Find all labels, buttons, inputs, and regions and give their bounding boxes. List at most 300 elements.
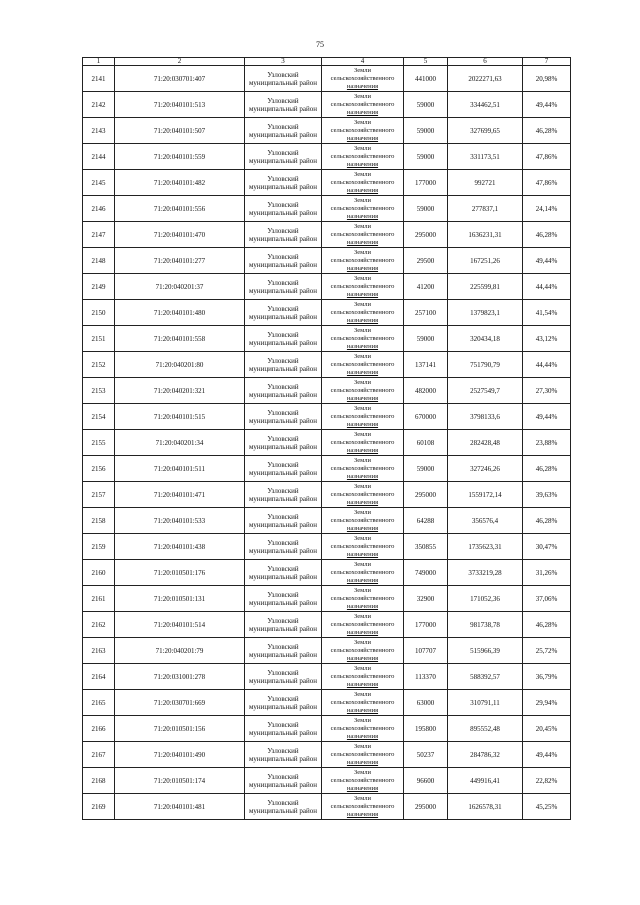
row-number: 2166 xyxy=(83,716,115,742)
percent-value: 29,94% xyxy=(523,690,571,716)
district-type: муниципальный район xyxy=(248,598,318,607)
cadastral-value: 2527549,7 xyxy=(448,378,523,404)
land-category-line-2: сельскохозяйственного xyxy=(330,152,395,160)
row-number: 2167 xyxy=(83,742,115,768)
district-cell xyxy=(245,716,322,742)
land-category-line-2: сельскохозяйственного xyxy=(330,698,395,706)
land-category-cell xyxy=(322,560,404,586)
area-value: 295000 xyxy=(404,794,448,820)
cadastral-number: 71:20:040101:438 xyxy=(115,534,245,560)
cadastral-value: 751790,79 xyxy=(448,352,523,378)
land-category-line-3: назначения xyxy=(346,290,379,298)
table-header xyxy=(83,58,571,66)
land-category-line-3: назначения xyxy=(346,108,379,116)
percent-value: 47,86% xyxy=(523,144,571,170)
land-category-cell xyxy=(322,508,404,534)
district-cell xyxy=(245,378,322,404)
table-row xyxy=(83,222,571,248)
district-name: Узловский xyxy=(267,642,299,651)
district-name: Узловский xyxy=(267,564,299,573)
land-category-cell xyxy=(322,222,404,248)
land-category-line-1: Земли xyxy=(354,742,371,750)
area-value: 63000 xyxy=(404,690,448,716)
district-cell xyxy=(245,456,322,482)
land-category-line-2: сельскохозяйственного xyxy=(330,776,395,784)
cadastral-value: 3798133,6 xyxy=(448,404,523,430)
district-name: Узловский xyxy=(267,616,299,625)
area-value: 257100 xyxy=(404,300,448,326)
district-name: Узловский xyxy=(267,174,299,183)
land-category-cell xyxy=(322,430,404,456)
land-category-line-2: сельскохозяйственного xyxy=(330,646,395,654)
cadastral-value: 320434,18 xyxy=(448,326,523,352)
percent-value: 43,12% xyxy=(523,326,571,352)
land-category-cell xyxy=(322,690,404,716)
land-category-line-2: сельскохозяйственного xyxy=(330,412,395,420)
cadastral-number: 71:20:040201:79 xyxy=(115,638,245,664)
district-cell xyxy=(245,326,322,352)
table-row xyxy=(83,612,571,638)
cadastral-value: 167251,26 xyxy=(448,248,523,274)
row-number: 2152 xyxy=(83,352,115,378)
cadastral-number: 71:20:040101:480 xyxy=(115,300,245,326)
district-type: муниципальный район xyxy=(248,728,318,737)
column-numbers-row xyxy=(83,58,571,66)
land-category-line-3: назначения xyxy=(346,472,379,480)
cadastral-number: 71:20:040101:514 xyxy=(115,612,245,638)
land-category-cell xyxy=(322,638,404,664)
area-value: 41200 xyxy=(404,274,448,300)
table-row xyxy=(83,196,571,222)
district-type: муниципальный район xyxy=(248,78,318,87)
district-name: Узловский xyxy=(267,278,299,287)
percent-value: 41,54% xyxy=(523,300,571,326)
cadastral-value: 1559172,14 xyxy=(448,482,523,508)
land-category-cell xyxy=(322,768,404,794)
table-row xyxy=(83,456,571,482)
cadastral-number: 71:20:040101:515 xyxy=(115,404,245,430)
column-header-1: 1 xyxy=(83,58,115,66)
district-cell xyxy=(245,430,322,456)
cadastral-value: 277837,1 xyxy=(448,196,523,222)
area-value: 113370 xyxy=(404,664,448,690)
cadastral-value: 1379823,1 xyxy=(448,300,523,326)
land-category-line-3: назначения xyxy=(346,732,379,740)
table-row xyxy=(83,66,571,92)
area-value: 482000 xyxy=(404,378,448,404)
cadastral-number: 71:20:040101:490 xyxy=(115,742,245,768)
district-cell xyxy=(245,196,322,222)
area-value: 177000 xyxy=(404,612,448,638)
column-header-6: 6 xyxy=(448,58,523,66)
land-category-cell xyxy=(322,794,404,820)
cadastral-number: 71:20:030701:669 xyxy=(115,690,245,716)
district-cell xyxy=(245,144,322,170)
cadastral-number: 71:20:040101:470 xyxy=(115,222,245,248)
land-category-line-2: сельскохозяйственного xyxy=(330,386,395,394)
district-cell xyxy=(245,534,322,560)
district-cell xyxy=(245,118,322,144)
table-row xyxy=(83,794,571,820)
cadastral-number: 71:20:040101:556 xyxy=(115,196,245,222)
land-category-line-3: назначения xyxy=(346,420,379,428)
cadastral-value: 327699,65 xyxy=(448,118,523,144)
cadastral-number: 71:20:040101:511 xyxy=(115,456,245,482)
land-category-line-3: назначения xyxy=(346,186,379,194)
land-category-line-2: сельскохозяйственного xyxy=(330,490,395,498)
district-type: муниципальный район xyxy=(248,624,318,633)
percent-value: 22,82% xyxy=(523,768,571,794)
percent-value: 49,44% xyxy=(523,92,571,118)
row-number: 2149 xyxy=(83,274,115,300)
land-category-line-2: сельскохозяйственного xyxy=(330,204,395,212)
table-row xyxy=(83,534,571,560)
percent-value: 27,30% xyxy=(523,378,571,404)
area-value: 749000 xyxy=(404,560,448,586)
district-name: Узловский xyxy=(267,668,299,677)
land-category-line-2: сельскохозяйственного xyxy=(330,74,395,82)
district-name: Узловский xyxy=(267,720,299,729)
row-number: 2150 xyxy=(83,300,115,326)
district-type: муниципальный район xyxy=(248,208,318,217)
area-value: 295000 xyxy=(404,482,448,508)
land-category-line-3: назначения xyxy=(346,238,379,246)
land-category-line-2: сельскохозяйственного xyxy=(330,750,395,758)
cadastral-value: 282428,48 xyxy=(448,430,523,456)
percent-value: 46,28% xyxy=(523,612,571,638)
cadastral-value: 356576,4 xyxy=(448,508,523,534)
district-cell xyxy=(245,638,322,664)
table-row xyxy=(83,92,571,118)
percent-value: 45,25% xyxy=(523,794,571,820)
area-value: 59000 xyxy=(404,118,448,144)
district-type: муниципальный район xyxy=(248,260,318,269)
land-category-cell xyxy=(322,716,404,742)
land-category-line-1: Земли xyxy=(354,482,371,490)
district-cell xyxy=(245,274,322,300)
land-category-line-1: Земли xyxy=(354,690,371,698)
land-category-line-1: Земли xyxy=(354,66,371,74)
cadastral-number: 71:20:040101:471 xyxy=(115,482,245,508)
percent-value: 20,45% xyxy=(523,716,571,742)
cadastral-number: 71:20:040101:533 xyxy=(115,508,245,534)
land-category-line-1: Земли xyxy=(354,144,371,152)
percent-value: 46,28% xyxy=(523,222,571,248)
row-number: 2160 xyxy=(83,560,115,586)
land-category-line-3: назначения xyxy=(346,446,379,454)
row-number: 2156 xyxy=(83,456,115,482)
table-row xyxy=(83,378,571,404)
cadastral-value: 3733219,28 xyxy=(448,560,523,586)
table-row xyxy=(83,560,571,586)
land-category-line-2: сельскохозяйственного xyxy=(330,438,395,446)
land-category-cell xyxy=(322,586,404,612)
cadastral-number: 71:20:030701:407 xyxy=(115,66,245,92)
area-value: 195800 xyxy=(404,716,448,742)
land-category-line-2: сельскохозяйственного xyxy=(330,230,395,238)
land-category-line-3: назначения xyxy=(346,524,379,532)
cadastral-number: 71:20:010501:176 xyxy=(115,560,245,586)
land-category-cell xyxy=(322,378,404,404)
percent-value: 23,88% xyxy=(523,430,571,456)
district-type: муниципальный район xyxy=(248,442,318,451)
percent-value: 25,72% xyxy=(523,638,571,664)
district-type: муниципальный район xyxy=(248,416,318,425)
percent-value: 46,28% xyxy=(523,508,571,534)
land-category-line-3: назначения xyxy=(346,810,379,818)
land-category-cell xyxy=(322,196,404,222)
district-name: Узловский xyxy=(267,70,299,79)
land-category-line-1: Земли xyxy=(354,664,371,672)
district-type: муниципальный район xyxy=(248,104,318,113)
cadastral-value: 2022271,63 xyxy=(448,66,523,92)
table-row xyxy=(83,638,571,664)
cadastral-value: 327246,26 xyxy=(448,456,523,482)
percent-value: 44,44% xyxy=(523,274,571,300)
column-header-2: 2 xyxy=(115,58,245,66)
district-name: Узловский xyxy=(267,226,299,235)
percent-value: 46,28% xyxy=(523,456,571,482)
area-value: 32900 xyxy=(404,586,448,612)
table-row xyxy=(83,248,571,274)
area-value: 350855 xyxy=(404,534,448,560)
land-category-line-1: Земли xyxy=(354,586,371,594)
district-cell xyxy=(245,664,322,690)
land-category-line-3: назначения xyxy=(346,576,379,584)
table-row xyxy=(83,274,571,300)
district-type: муниципальный район xyxy=(248,494,318,503)
land-category-cell xyxy=(322,300,404,326)
table-row xyxy=(83,690,571,716)
land-category-line-3: назначения xyxy=(346,342,379,350)
area-value: 137141 xyxy=(404,352,448,378)
land-category-line-2: сельскохозяйственного xyxy=(330,256,395,264)
row-number: 2141 xyxy=(83,66,115,92)
row-number: 2164 xyxy=(83,664,115,690)
cadastral-value: 1626578,31 xyxy=(448,794,523,820)
land-category-line-3: назначения xyxy=(346,550,379,558)
land-category-cell xyxy=(322,352,404,378)
area-value: 59000 xyxy=(404,456,448,482)
district-cell xyxy=(245,560,322,586)
row-number: 2155 xyxy=(83,430,115,456)
cadastral-number: 71:20:040101:513 xyxy=(115,92,245,118)
land-category-line-2: сельскохозяйственного xyxy=(330,724,395,732)
table-row xyxy=(83,352,571,378)
district-type: муниципальный район xyxy=(248,390,318,399)
district-name: Узловский xyxy=(267,304,299,313)
land-category-line-2: сельскохозяйственного xyxy=(330,542,395,550)
cadastral-number: 71:20:010501:131 xyxy=(115,586,245,612)
table-row xyxy=(83,508,571,534)
land-category-line-3: назначения xyxy=(346,316,379,324)
cadastral-number: 71:20:040101:481 xyxy=(115,794,245,820)
land-category-line-1: Земли xyxy=(354,508,371,516)
land-category-cell xyxy=(322,66,404,92)
row-number: 2165 xyxy=(83,690,115,716)
cadastral-number: 71:20:010501:156 xyxy=(115,716,245,742)
area-value: 29500 xyxy=(404,248,448,274)
row-number: 2157 xyxy=(83,482,115,508)
row-number: 2148 xyxy=(83,248,115,274)
cadastral-value: 284786,32 xyxy=(448,742,523,768)
district-cell xyxy=(245,690,322,716)
district-type: муниципальный район xyxy=(248,780,318,789)
table-row xyxy=(83,768,571,794)
land-category-cell xyxy=(322,170,404,196)
cadastral-number: 71:20:040101:277 xyxy=(115,248,245,274)
land-category-line-3: назначения xyxy=(346,628,379,636)
table-row xyxy=(83,300,571,326)
district-type: муниципальный район xyxy=(248,806,318,815)
district-name: Узловский xyxy=(267,460,299,469)
land-plots-table xyxy=(82,57,571,820)
land-category-line-1: Земли xyxy=(354,248,371,256)
percent-value: 36,79% xyxy=(523,664,571,690)
land-category-line-3: назначения xyxy=(346,498,379,506)
row-number: 2154 xyxy=(83,404,115,430)
land-category-cell xyxy=(322,118,404,144)
land-category-line-3: назначения xyxy=(346,212,379,220)
district-name: Узловский xyxy=(267,382,299,391)
percent-value: 47,86% xyxy=(523,170,571,196)
land-category-cell xyxy=(322,404,404,430)
cadastral-value: 588392,57 xyxy=(448,664,523,690)
district-type: муниципальный район xyxy=(248,286,318,295)
cadastral-number: 71:20:031001:278 xyxy=(115,664,245,690)
land-category-cell xyxy=(322,248,404,274)
cadastral-number: 71:20:040101:559 xyxy=(115,144,245,170)
land-category-line-2: сельскохозяйственного xyxy=(330,594,395,602)
land-category-line-3: назначения xyxy=(346,758,379,766)
land-category-line-1: Земли xyxy=(354,274,371,282)
land-category-line-3: назначения xyxy=(346,134,379,142)
row-number: 2161 xyxy=(83,586,115,612)
row-number: 2144 xyxy=(83,144,115,170)
land-category-line-3: назначения xyxy=(346,368,379,376)
cadastral-value: 171052,36 xyxy=(448,586,523,612)
land-category-line-1: Земли xyxy=(354,716,371,724)
district-type: муниципальный район xyxy=(248,650,318,659)
land-category-line-1: Земли xyxy=(354,638,371,646)
land-category-line-3: назначения xyxy=(346,680,379,688)
row-number: 2153 xyxy=(83,378,115,404)
land-category-line-1: Земли xyxy=(354,352,371,360)
area-value: 50237 xyxy=(404,742,448,768)
row-number: 2147 xyxy=(83,222,115,248)
district-type: муниципальный район xyxy=(248,364,318,373)
district-cell xyxy=(245,508,322,534)
cadastral-number: 71:20:040201:37 xyxy=(115,274,245,300)
cadastral-value: 1636231,31 xyxy=(448,222,523,248)
district-name: Узловский xyxy=(267,694,299,703)
district-type: муниципальный район xyxy=(248,546,318,555)
land-category-line-3: назначения xyxy=(346,706,379,714)
district-cell xyxy=(245,300,322,326)
area-value: 59000 xyxy=(404,326,448,352)
district-cell xyxy=(245,586,322,612)
land-category-line-3: назначения xyxy=(346,602,379,610)
table-row xyxy=(83,430,571,456)
table-row xyxy=(83,586,571,612)
row-number: 2163 xyxy=(83,638,115,664)
area-value: 96600 xyxy=(404,768,448,794)
row-number: 2168 xyxy=(83,768,115,794)
land-category-line-1: Земли xyxy=(354,222,371,230)
column-header-4: 4 xyxy=(322,58,404,66)
row-number: 2162 xyxy=(83,612,115,638)
district-cell xyxy=(245,612,322,638)
land-category-line-3: назначения xyxy=(346,784,379,792)
district-name: Узловский xyxy=(267,252,299,261)
area-value: 59000 xyxy=(404,144,448,170)
percent-value: 49,44% xyxy=(523,742,571,768)
area-value: 60108 xyxy=(404,430,448,456)
percent-value: 20,98% xyxy=(523,66,571,92)
land-category-line-1: Земли xyxy=(354,794,371,802)
column-header-7: 7 xyxy=(523,58,571,66)
land-category-cell xyxy=(322,144,404,170)
district-type: муниципальный район xyxy=(248,676,318,685)
land-category-line-1: Земли xyxy=(354,196,371,204)
cadastral-number: 71:20:040201:80 xyxy=(115,352,245,378)
table-row xyxy=(83,326,571,352)
district-cell xyxy=(245,794,322,820)
cadastral-number: 71:20:040101:558 xyxy=(115,326,245,352)
land-category-line-2: сельскохозяйственного xyxy=(330,178,395,186)
area-value: 59000 xyxy=(404,92,448,118)
cadastral-number: 71:20:040101:482 xyxy=(115,170,245,196)
table-row xyxy=(83,144,571,170)
district-cell xyxy=(245,222,322,248)
page-number: 75 xyxy=(316,40,324,49)
percent-value: 49,44% xyxy=(523,248,571,274)
row-number: 2143 xyxy=(83,118,115,144)
land-category-line-2: сельскохозяйственного xyxy=(330,568,395,576)
land-category-line-3: назначения xyxy=(346,394,379,402)
district-cell xyxy=(245,66,322,92)
land-category-cell xyxy=(322,742,404,768)
land-category-line-3: назначения xyxy=(346,82,379,90)
land-category-line-3: назначения xyxy=(346,654,379,662)
district-name: Узловский xyxy=(267,330,299,339)
land-category-line-1: Земли xyxy=(354,534,371,542)
land-category-line-2: сельскохозяйственного xyxy=(330,308,395,316)
table-body xyxy=(83,66,571,820)
district-name: Узловский xyxy=(267,96,299,105)
land-category-line-1: Земли xyxy=(354,612,371,620)
land-category-cell xyxy=(322,664,404,690)
land-category-cell xyxy=(322,274,404,300)
land-category-cell xyxy=(322,326,404,352)
land-category-line-2: сельскохозяйственного xyxy=(330,464,395,472)
land-category-line-2: сельскохозяйственного xyxy=(330,282,395,290)
district-type: муниципальный район xyxy=(248,234,318,243)
land-category-line-2: сельскохозяйственного xyxy=(330,100,395,108)
cadastral-value: 334462,51 xyxy=(448,92,523,118)
cadastral-value: 1735623,31 xyxy=(448,534,523,560)
cadastral-number: 71:20:010501:174 xyxy=(115,768,245,794)
cadastral-number: 71:20:040201:321 xyxy=(115,378,245,404)
row-number: 2146 xyxy=(83,196,115,222)
cadastral-value: 331173,51 xyxy=(448,144,523,170)
land-category-line-1: Земли xyxy=(354,430,371,438)
district-name: Узловский xyxy=(267,434,299,443)
area-value: 59000 xyxy=(404,196,448,222)
district-cell xyxy=(245,742,322,768)
percent-value: 39,63% xyxy=(523,482,571,508)
land-category-line-1: Земли xyxy=(354,118,371,126)
